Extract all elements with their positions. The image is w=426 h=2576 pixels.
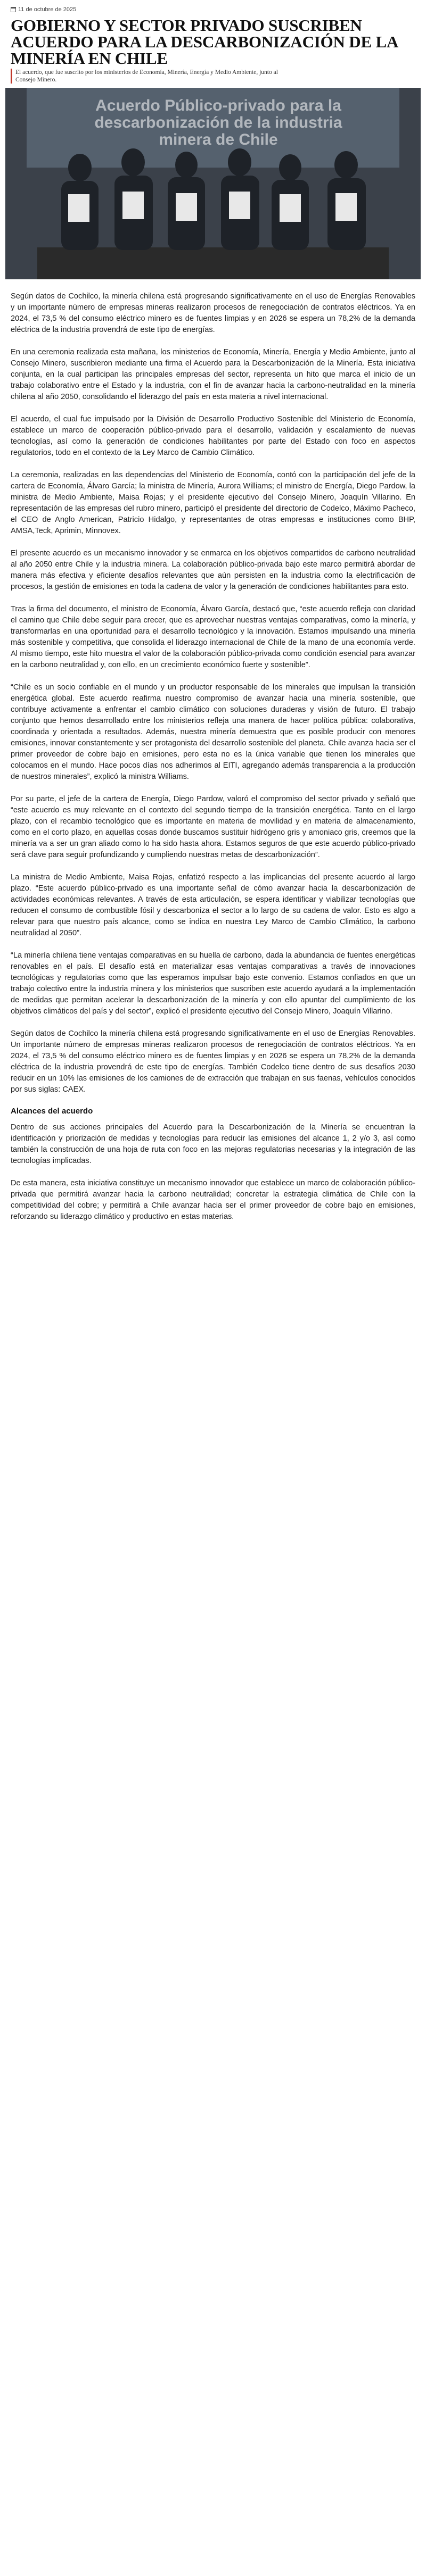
paragraph: En una ceremonia realizada esta mañana, los ministerios de Economía, Minería, Energía y Medio Ambiente, junto al Consejo Minero, suscribieron mediante una firma el Acuerdo para la Descarbonización de la Minería. Esta iniciativa conjunta, en la cual participan las principales empresas del sector, representa un hito que marca el inicio de un trabajo colaborativo entre el Estado y la industria, con el fin de avanzar hacia la carbono-neutralidad en la minería chilena al año 2050, consolidando el liderazgo del país en esta materia a nivel internacional. [11,348,415,401]
article-body [0,279,426,1223]
paragraph: Según datos de Cochilco la minería chilena está progresando significativamente en el uso de Energías Renovables. Un importante número de empresas mineras realizaron procesos de renegociación de contratos eléctricos. Ya en 2024, el 73,5 % del consumo eléctrico minero es de fuentes limpias y en 2026 se espera un 78,2% de la demanda eléctrica de la industria provendrá de este tipo de energías. También Codelco tiene dentro de sus desafíos 2030 reducir en un 10% las emisiones de los camiones de de extracción que trabajan en sus faenas, vehículos conocidos por sus siglas: CAEX. [11,1029,415,1094]
paragraph: De esta manera, esta iniciativa constituye un mecanismo innovador que establece un marco de colaboración público-privada que permitirá avanzar hacia la carbono neutralidad; concretar la estrategia climática de Chile con la competitividad del cobre; y permitirá a Chile avanzar hacia ser el primer proveedor de cobre bajo en emisiones, reforzando su liderazgo climático y productivo en estas materias. [11,1179,415,1221]
paragraph: Tras la firma del documento, el ministro de Economía, Álvaro García, destacó que, “este acuerdo refleja con claridad el camino que Chile debe seguir para crecer, que es aprovechar nuestras ventajas comparativas, como la minería, y transformarlas en una oportunidad para el desarrollo tecnológico y la innovación. Estamos impulsando una minería más sostenible y competitiva, que consolida el liderazgo internacional de Chile de la mano de una economía verde. Al mismo tiempo, este hito muestra el valor de la colaboración público-privada como condición esencial para avanzar en la carbono neutralidad y, con ello, en un crecimiento económico fuerte y sostenible”. [11,605,415,669]
hero-banner-text: Acuerdo Público-privado para la descarbonización de la industria minera de Chile [94,97,342,148]
hero-image [5,88,421,279]
article-page [0,0,426,1223]
paragraph: “Chile es un socio confiable en el mundo y un productor responsable de los minerales que impulsan la transición energética global. Este acuerdo reafirma nuestro compromiso de avanzar hacia una minería sostenible, que contribuye activamente a enfrentar el cambio climático con soluciones duraderas y visión de futuro. El trabajo conjunto que hemos desarrollado entre los ministerios refleja una manera de hacer política pública: colaborativa, coordinada y orientada a resultados. Además, nuestra minería demuestra que es posible producir con menores emisiones, innovar constantemente y ser protagonista del desarrollo sostenible del planeta. Chile avanza hacia ser el primer proveedor de cobre bajo en emisiones, pero esta no es la única variable que tienen los minerales que colocamos en el mundo. Hace pocos días nos adherimos al EITI, agregando además transparencia a la producción de nuestros minerales”, explicó la ministra Williams. [11,683,415,781]
paragraph: El acuerdo, el cual fue impulsado por la División de Desarrollo Productivo Sostenible del Ministerio de Economía, establece un marco de cooperación público-privado para el desarrollo, validación y escalamiento de nuevas tecnologías, así como la generación de condiciones habilitantes por parte del Estado con foco en aspectos regulatorios, todo en el contexto de la Ley Marco de Cambio Climático. [11,415,415,457]
paragraph: Por su parte, el jefe de la cartera de Energía, Diego Pardow, valoró el compromiso del sector privado y señaló que “este acuerdo es muy relevante en el contexto del segundo tiempo de la transición energética. Tanto en el largo plazo, con el recambio tecnológico que es importante en materia de movilidad y en materia de almacenamiento, como en el corto plazo, en aquellas cosas donde buscamos sustituir hidrógeno gris y amoniaco gris, creemos que la minería va a ser un gran aliado como lo ha sido hasta ahora. Estamos seguros de que este acuerdo público-privado será clave para seguir profundizando y cumpliendo nuestras metas de descarbonización”. [11,795,415,859]
paragraph: Según datos de Cochilco, la minería chilena está progresando significativamente en el uso de Energías Renovables y un importante número de empresas mineras realizaron procesos de renegociación de contratos eléctricos. Ya en 2024, el 73,5 % del consumo eléctrico minero es de fuentes limpias y en 2026 se espera un 78,2% de la demanda eléctrica de la industria provendrá de este tipo de energías. [11,292,415,334]
publish-date [11,6,415,13]
paragraph: “La minería chilena tiene ventajas comparativas en su huella de carbono, dada la abundancia de fuentes energéticas renovables en el país. El desafío está en materializar esas ventajas comparativas a través de innovaciones tecnológicas y regulatorias como que las esperamos impulsar bajo este convenio. Estamos confiados en que un trabajo colectivo entre la industria minera y los ministerios que suscriben este acuerdo ayudará a la implementación de medidas que permitan acelerar la descarbonización de la minería y con ello apuntar del cumplimiento de los objetivos climáticos del país y del sector”, explicó el presidente ejecutivo del Consejo Minero, Joaquín Villarino. [11,951,415,1016]
paragraph: Dentro de sus acciones principales del Acuerdo para la Descarbonización de la Minería se encuentran la identificación y priorización de medidas y tecnologías para reducir las emisiones del alcance 1, 2 y/o 3, así como también la construcción de una hoja de ruta con foco en las mejoras regulatorias necesarias y la integración de las tecnologías implicadas. [11,1123,415,1165]
article-header [0,0,426,84]
article-lead: El acuerdo, que fue suscrito por los ministerios de Economía, Minería, Energía y Medio Ambiente, junto al Consejo Minero. [11,69,282,84]
section-heading: Alcances del acuerdo [11,1107,93,1116]
article-title: GOBIERNO Y SECTOR PRIVADO SUSCRIBEN ACUERDO PARA LA DESCARBONIZACIÓN DE LA MINERÍA EN CHILE [11,16,398,68]
paragraph: La ceremonia, realizadas en las dependencias del Ministerio de Economía, contó con la participación del jefe de la cartera de Economía, Álvaro García; la ministra de Minería, Aurora Williams; el ministro de Energía, Diego Pardow, la ministra de Medio Ambiente, Maisa Rojas; y el presidente ejecutivo del Consejo Minero, Joaquín Villarino. En representación de las empresas del rubro minero, participó el presidente del directorio de Codelco, Máximo Pacheco, el CEO de Anglo American, Patricio Hidalgo, y representantes de otras empresas e instituciones como BHP, AMSA,Teck, Aprimin, Minnovex. [11,471,415,535]
publish-date-text: 11 de octubre de 2025 [18,6,77,13]
paragraph: La ministra de Medio Ambiente, Maisa Rojas, enfatizó respecto a las implicancias del presente acuerdo al largo plazo. “Este acuerdo público-privado es una importante señal de cómo avanzar hacia la descarbonización de actividades económicas relevantes. A través de esta articulación, se espera identificar y viabilizar tecnologías que reducen el consumo de combustible fósil y descarboniza el sector a lo largo de su cadena de valor. Esto es algo a relevar para que nuestro país alcance, como se indica en nuestra Ley Marco de Cambio Climático, la carbono neutralidad al 2050”. [11,873,415,937]
calendar-icon [11,7,16,12]
paragraph: El presente acuerdo es un mecanismo innovador y se enmarca en los objetivos compartidos de carbono neutralidad al año 2050 entre Chile y la industria minera. La colaboración público-privada bajo este marco permitirá abordar de manera más efectiva y eficiente desafíos relevantes que aún persisten en la industria como la electrificación de procesos, la gestión de emisiones en toda la cadena de valor y la generación de condiciones habilitantes para esto. [11,549,415,591]
